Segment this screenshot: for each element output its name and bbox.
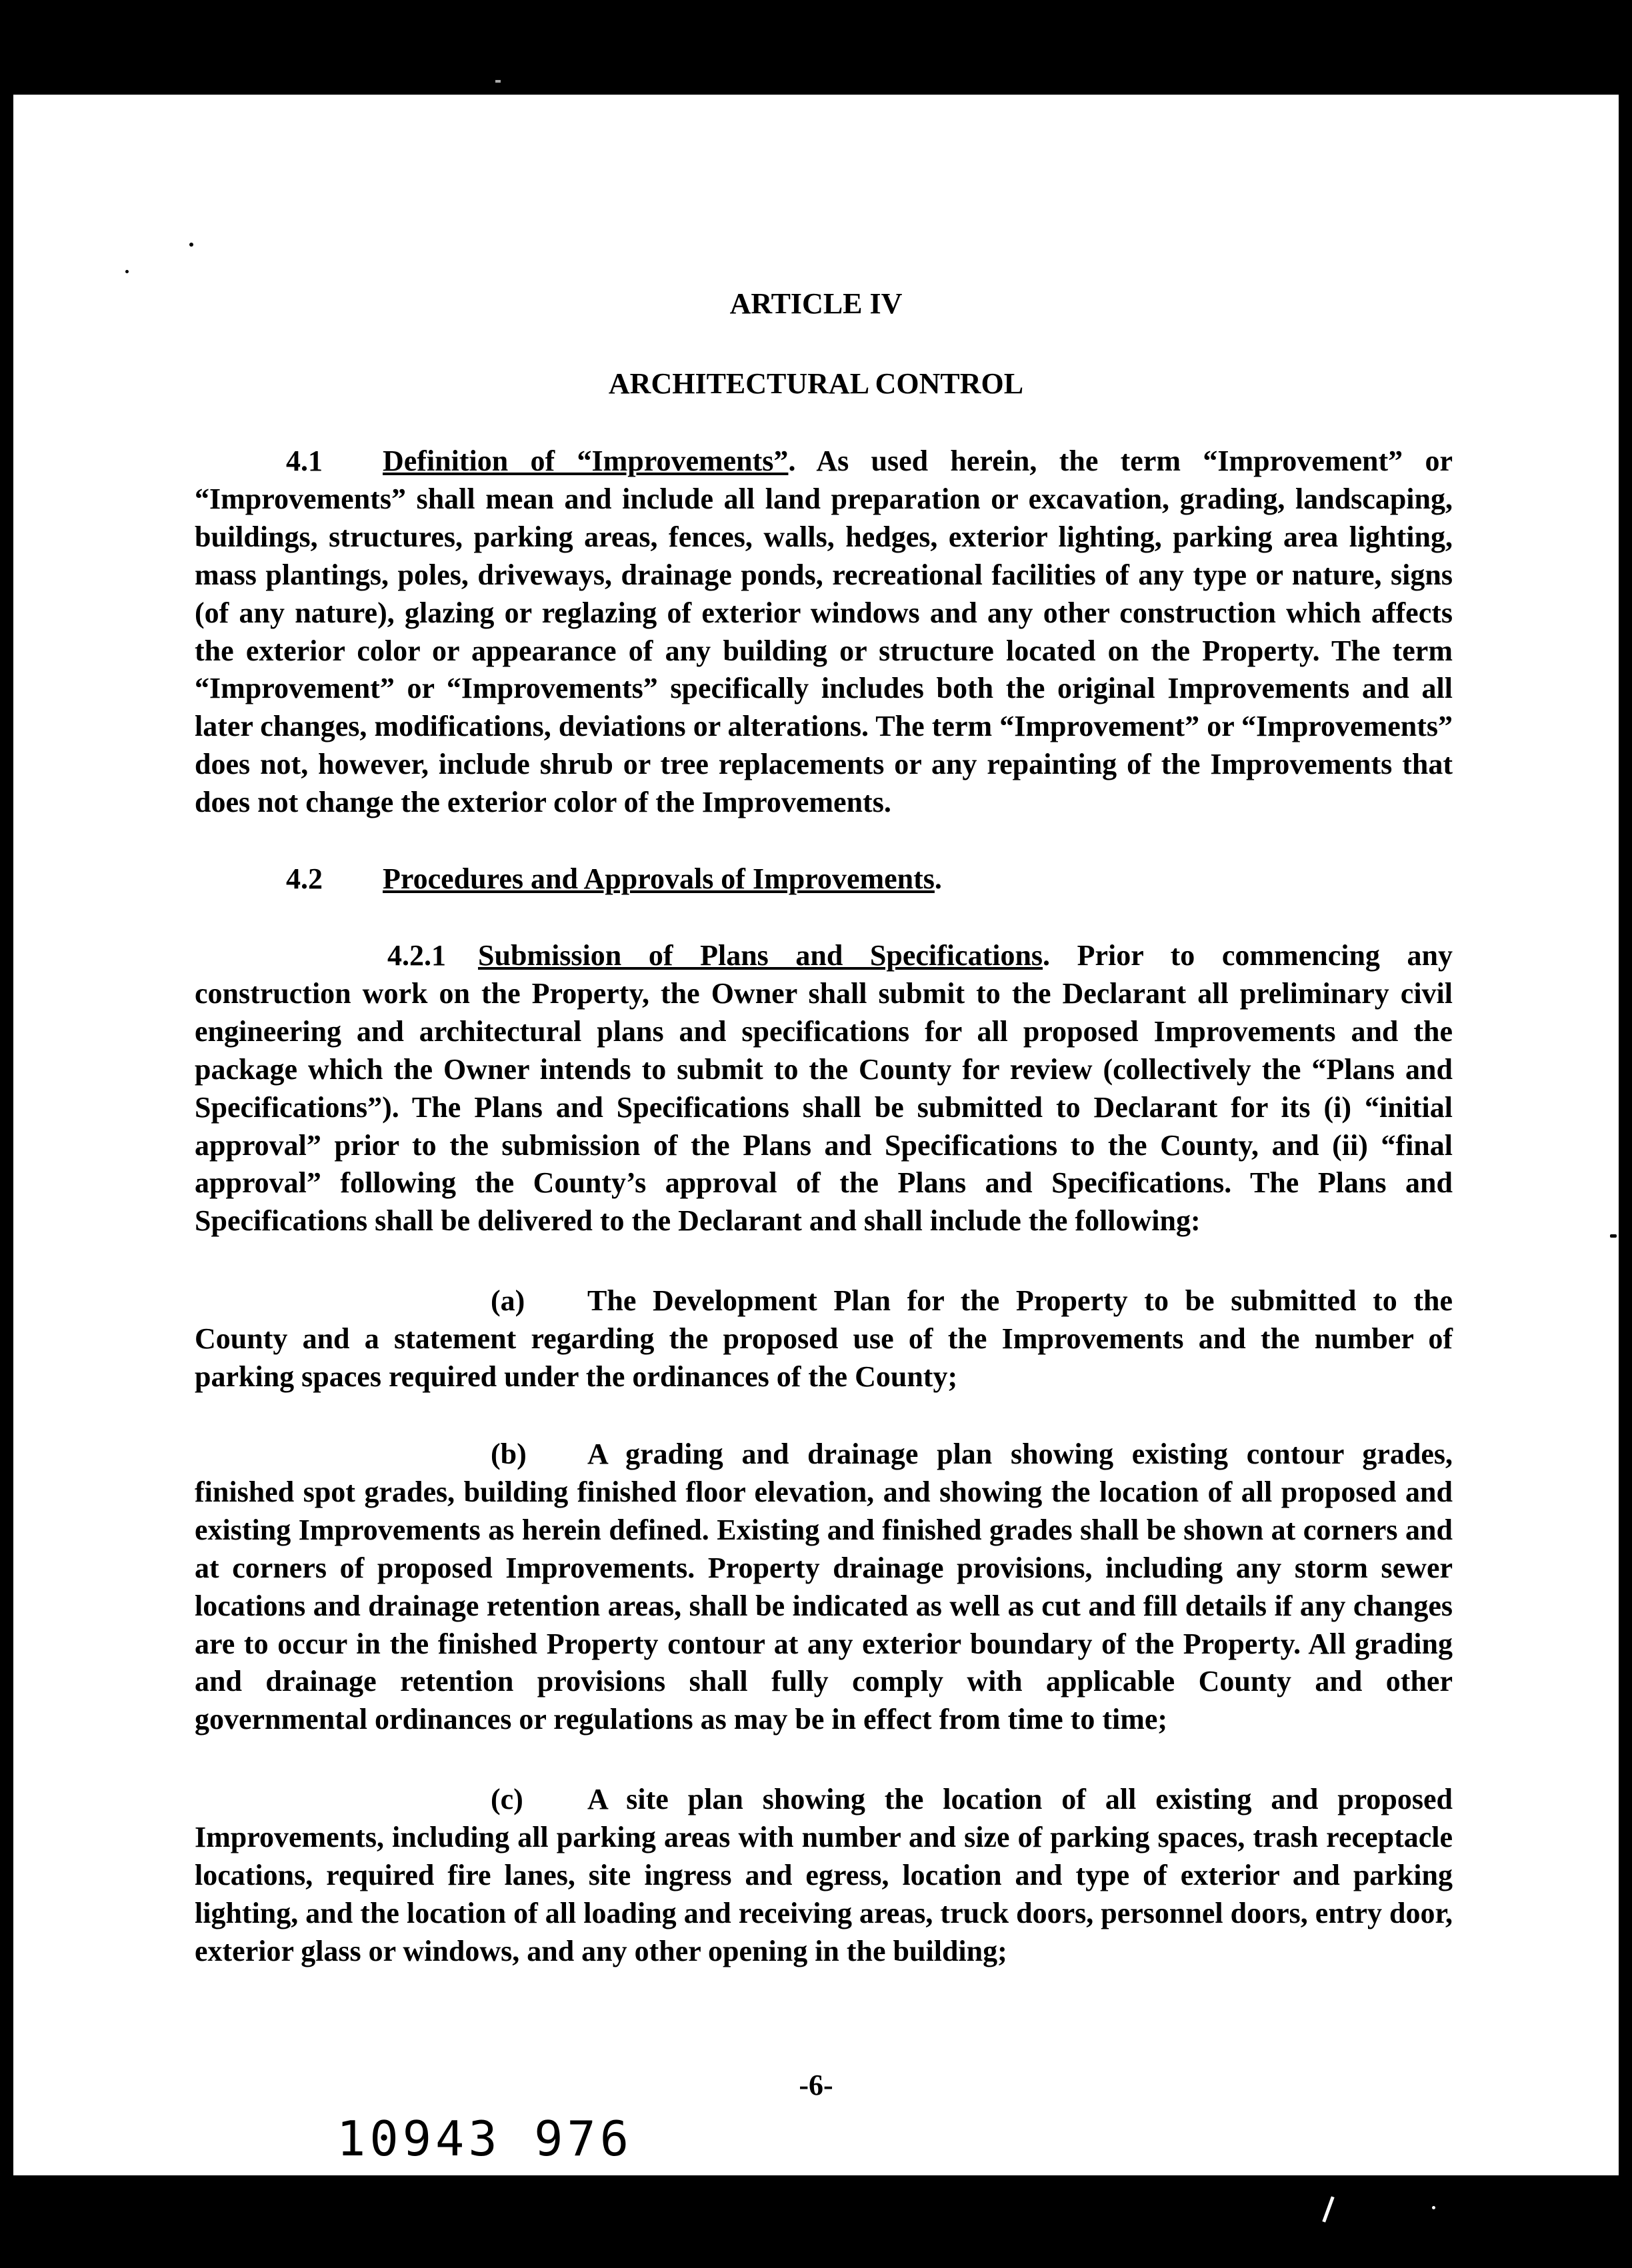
article-heading: ARTICLE IV (729, 287, 903, 320)
item-label: (b) (491, 1438, 527, 1470)
scan-speck (125, 270, 129, 273)
item-body: A grading and drainage plan showing existing contour grades, finished spot grades, building finished floor elevation, and showing the location of all proposed and existing Improvements as herein defined. Existing and finished grades shall be shown at corners and at corners of proposed Improvements. Property drainage provisions, including any storm sewer locations and drainage retention areas, shall be indicated as well as cut and fill details if any changes are to occur in the finished Property contour at any exterior boundary of the Property. All grading and drainage retention provisions shall fully comply with applicable County and other governmental ordinances or regulations as may be in effect from time to time; (195, 1438, 1453, 1736)
article-title: ARCHITECTURAL CONTROL (608, 367, 1024, 400)
section-heading: Procedures and Approvals of Improvements (383, 862, 935, 895)
section-4-1 (195, 443, 1453, 822)
scan-mark (1322, 2196, 1334, 2222)
item-c (195, 1781, 1453, 1971)
item-body: The Development Plan for the Property to be submitted to the County and a statement regarding the proposed use of the Improvements and the number of parking spaces required under the ordinances of the County; (195, 1284, 1453, 1393)
section-body: . As used herein, the term “Improvement” or “Improvements” shall mean and include all land preparation or excavation, grading, landscaping, buildings, structures, parking areas, fences, walls, hedges, exterior lighting, parking area lighting, mass plantings, poles, driveways, drainage ponds, recreational facilities of any type or nature, signs (of any nature), glazing or reglazing of exterior windows and any other construction which affects the exterior color or appearance of any building or structure located on the Property. The term “Improvement” or “Improvements” specifically includes both the original Improvements and all later changes, modifications, deviations or alterations. The term “Improvement” or “Improvements” does not, however, include shrub or tree replacements or any repainting of the Improvements that does not change the exterior color of the Improvements. (195, 445, 1453, 819)
scan-speck (189, 243, 193, 247)
scan-speck (495, 80, 501, 83)
item-label: (c) (491, 1783, 523, 1815)
section-4-2-1 (195, 937, 1453, 1240)
item-label: (a) (491, 1284, 525, 1317)
scan-speck (1432, 2206, 1435, 2209)
section-4-2 (195, 860, 1453, 898)
scan-speck (1610, 1234, 1617, 1238)
item-body: A site plan showing the location of all existing and proposed Improvements, including all parking areas with number and size of parking spaces, trash receptacle locations, required fire lanes, site ingress and egress, location and type of exterior and parking lighting, and the location of all loading and receiving areas, truck doors, personnel doors, entry door, exterior glass or windows, and any other opening in the building; (195, 1783, 1453, 1967)
section-body: . Prior to commencing any construction work on the Property, the Owner shall submit to the Declarant all preliminary civil engineering and architectural plans and specifications for all proposed Improvements and the package which the Owner intends to submit to the County for review (collectively the “Plans and Specifications”). The Plans and Specifications shall be submitted to Declarant for its (i) “initial approval” prior to the submission of the Plans and Specifications to the County, and (ii) “final approval” following the County’s approval of the Plans and Specifications. The Plans and Specifications shall be delivered to the Declarant and shall include the following: (195, 939, 1453, 1238)
section-number: 4.1 (286, 445, 323, 477)
document-page (13, 95, 1619, 2175)
section-body: . (934, 862, 942, 895)
section-number: 4.2 (286, 862, 323, 895)
page-number: -6- (799, 2069, 833, 2101)
item-b (195, 1436, 1453, 1739)
section-number: 4.2.1 (387, 939, 446, 972)
record-stamp: 10943 976 (337, 2111, 633, 2167)
item-a (195, 1282, 1453, 1396)
section-heading: Definition of “Improvements” (383, 445, 789, 477)
section-heading: Submission of Plans and Specifications (478, 939, 1043, 972)
